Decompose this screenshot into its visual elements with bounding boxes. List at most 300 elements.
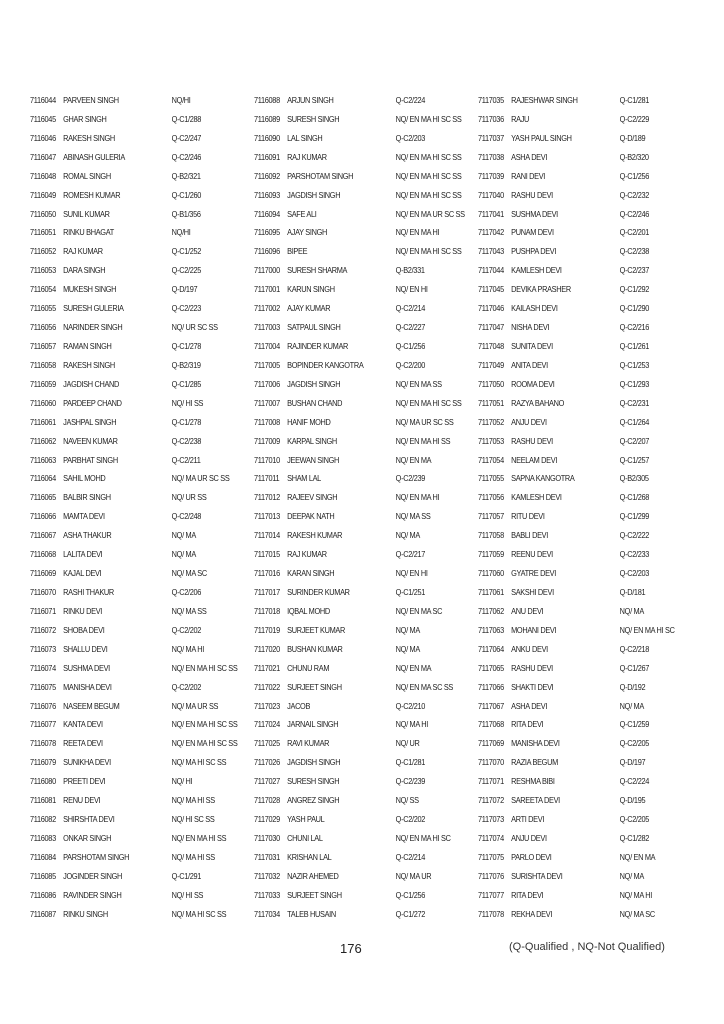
table-row <box>478 736 684 755</box>
roll-number: 7117015 <box>254 550 280 560</box>
result-status: NQ/ EN MA HI SC SS <box>171 663 238 673</box>
roll-number: 7117062 <box>478 606 504 616</box>
table-row <box>478 547 684 566</box>
result-status: NQ/ EN MA HI SC <box>395 833 451 843</box>
result-status: NQ/ EN MA HI <box>395 493 440 503</box>
candidate-name: AJAY KUMAR <box>287 304 331 314</box>
table-row <box>30 415 236 434</box>
table-row <box>254 415 460 434</box>
table-row <box>30 661 236 680</box>
table-row <box>478 320 684 339</box>
result-status: Q-D/192 <box>619 682 646 692</box>
roll-number: 7116060 <box>30 398 56 408</box>
table-row <box>30 642 236 661</box>
roll-number: 7117005 <box>254 360 280 370</box>
candidate-name: ASHA DEVI <box>511 152 548 162</box>
roll-number: 7117067 <box>478 701 504 711</box>
result-status: NQ/ MA HI SS <box>171 852 215 862</box>
result-status: Q-C2/216 <box>619 323 650 333</box>
candidate-name: SURJEET SINGH <box>287 890 342 900</box>
table-row <box>254 774 460 793</box>
roll-number: 7117035 <box>478 96 504 105</box>
roll-number: 7117046 <box>478 304 504 314</box>
result-status: NQ/ EN MA HI SC SS <box>171 720 238 730</box>
table-row <box>30 755 236 774</box>
table-row <box>254 150 460 169</box>
table-row <box>254 320 460 339</box>
table-row <box>254 623 460 642</box>
table-row <box>478 661 684 680</box>
candidate-name: KARAN SINGH <box>287 569 335 579</box>
result-status: Q-C2/205 <box>619 815 650 825</box>
candidate-name: YASH PAUL SINGH <box>511 133 572 143</box>
candidate-name: RASHU DEVI <box>511 190 553 200</box>
table-row <box>254 585 460 604</box>
result-status: Q-C2/231 <box>619 398 650 408</box>
result-status: NQ/ UR <box>395 739 420 749</box>
result-status: NQ/ EN MA HI SC SS <box>395 171 462 181</box>
result-status: Q-D/197 <box>171 285 198 295</box>
candidate-name: ROOMA DEVI <box>511 379 555 389</box>
candidate-name: SURJEET KUMAR <box>287 625 345 635</box>
candidate-name: BIPEE <box>287 247 308 257</box>
roll-number: 7116050 <box>30 209 56 219</box>
table-row <box>30 680 236 699</box>
result-status: Q-B2/321 <box>171 171 201 181</box>
result-status: Q-C1/257 <box>619 455 650 465</box>
candidate-name: SURESH SINGH <box>287 777 340 787</box>
results-column-3 <box>478 93 702 926</box>
roll-number: 7117033 <box>254 890 280 900</box>
roll-number: 7116069 <box>30 569 56 579</box>
roll-number: 7116087 <box>30 909 56 919</box>
table-row <box>254 642 460 661</box>
table-row <box>30 471 236 490</box>
table-row <box>254 434 460 453</box>
result-status: NQ/ MA UR <box>395 871 432 881</box>
roll-number: 7116047 <box>30 152 56 162</box>
table-row <box>254 793 460 812</box>
candidate-name: SAHIL MOHD <box>63 474 106 484</box>
candidate-name: PREETI DEVI <box>63 777 106 787</box>
result-status: Q-C2/202 <box>171 625 202 635</box>
result-status: NQ/ EN MA HI <box>395 228 440 238</box>
result-status: Q-C2/210 <box>395 701 426 711</box>
candidate-name: NEELAM DEVI <box>511 455 558 465</box>
candidate-name: BUSHAN KUMAR <box>287 644 343 654</box>
candidate-name: SHALLU DEVI <box>63 644 108 654</box>
roll-number: 7116095 <box>254 228 280 238</box>
roll-number: 7116074 <box>30 663 56 673</box>
result-status: NQ/ EN MA HI SS <box>395 436 451 446</box>
roll-number: 7116080 <box>30 777 56 787</box>
roll-number: 7117018 <box>254 606 280 616</box>
candidate-name: BUSHAN CHAND <box>287 398 343 408</box>
legend-note: (Q-Qualified , NQ-Not Qualified) <box>509 941 665 953</box>
candidate-name: ANU DEVI <box>511 606 544 616</box>
table-row <box>254 339 460 358</box>
candidate-name: RAMAN SINGH <box>63 341 112 351</box>
result-status: Q-C2/239 <box>395 777 426 787</box>
roll-number: 7117043 <box>478 247 504 257</box>
result-status: NQ/ EN MA HI SC SS <box>395 398 462 408</box>
roll-number: 7117041 <box>478 209 504 219</box>
table-row <box>30 490 236 509</box>
result-status: Q-C1/260 <box>171 190 202 200</box>
roll-number: 7116088 <box>254 96 280 105</box>
roll-number: 7116064 <box>30 474 56 484</box>
candidate-name: SUSHMA DEVI <box>511 209 558 219</box>
roll-number: 7117028 <box>254 796 280 806</box>
result-status: NQ/ EN MA HI SC SS <box>395 247 462 257</box>
candidate-name: RAKESH SINGH <box>63 133 115 143</box>
candidate-name: ANITA DEVI <box>511 360 548 370</box>
roll-number: 7116056 <box>30 323 56 333</box>
table-row <box>478 850 684 869</box>
table-row <box>30 339 236 358</box>
roll-number: 7116093 <box>254 190 280 200</box>
table-row <box>30 736 236 755</box>
candidate-name: PARSHOTAM SINGH <box>287 171 354 181</box>
table-row <box>478 169 684 188</box>
roll-number: 7116053 <box>30 266 56 276</box>
result-status: Q-B2/320 <box>619 152 649 162</box>
candidate-name: SUNITA DEVI <box>511 341 553 351</box>
candidate-name: DARA SINGH <box>63 266 106 276</box>
candidate-name: MAMTA DEVI <box>63 512 105 522</box>
candidate-name: RINKU SINGH <box>63 909 108 919</box>
candidate-name: GHAR SINGH <box>63 114 107 124</box>
result-status: Q-C2/203 <box>395 133 426 143</box>
table-row <box>30 301 236 320</box>
result-status: NQ/ EN MA SC <box>395 606 443 616</box>
result-status: Q-C1/291 <box>171 871 202 881</box>
roll-number: 7117044 <box>478 266 504 276</box>
table-row <box>254 812 460 831</box>
result-status: Q-C2/214 <box>395 304 426 314</box>
table-row <box>254 604 460 623</box>
result-status: Q-C2/247 <box>171 133 202 143</box>
candidate-name: JEEWAN SINGH <box>287 455 340 465</box>
roll-number: 7117051 <box>478 398 504 408</box>
candidate-name: KRISHAN LAL <box>287 852 332 862</box>
roll-number: 7117071 <box>478 777 504 787</box>
result-status: NQ/ MA <box>619 606 644 616</box>
table-row <box>254 888 460 907</box>
roll-number: 7116044 <box>30 96 56 105</box>
roll-number: 7117000 <box>254 266 280 276</box>
result-status: Q-C2/238 <box>171 436 202 446</box>
candidate-name: MANISHA DEVI <box>511 739 560 749</box>
roll-number: 7116058 <box>30 360 56 370</box>
roll-number: 7116079 <box>30 758 56 768</box>
result-status: NQ/ MA <box>171 531 196 541</box>
table-row <box>254 93 460 112</box>
result-status: Q-C1/268 <box>619 493 650 503</box>
result-status: Q-C2/202 <box>395 815 426 825</box>
table-row <box>478 377 684 396</box>
table-row <box>30 396 236 415</box>
table-row <box>254 396 460 415</box>
table-row <box>254 755 460 774</box>
roll-number: 7116045 <box>30 114 56 124</box>
table-row <box>254 528 460 547</box>
result-status: Q-C1/278 <box>171 417 202 427</box>
table-row <box>478 131 684 150</box>
table-row <box>254 471 460 490</box>
roll-number: 7116084 <box>30 852 56 862</box>
candidate-name: RINKU DEVI <box>63 606 103 616</box>
candidate-name: RAJEEV SINGH <box>287 493 338 503</box>
candidate-name: REETA DEVI <box>63 739 103 749</box>
result-status: Q-C2/217 <box>395 550 426 560</box>
table-row <box>254 377 460 396</box>
roll-number: 7117020 <box>254 644 280 654</box>
roll-number: 7117017 <box>254 587 280 597</box>
result-status: Q-C1/252 <box>171 247 202 257</box>
roll-number: 7117049 <box>478 360 504 370</box>
candidate-name: RASHU DEVI <box>511 436 553 446</box>
result-status: Q-C1/292 <box>619 285 650 295</box>
roll-number: 7117054 <box>478 455 504 465</box>
table-row <box>478 207 684 226</box>
roll-number: 7117053 <box>478 436 504 446</box>
roll-number: 7116077 <box>30 720 56 730</box>
result-status: Q-C2/207 <box>619 436 650 446</box>
table-row <box>478 528 684 547</box>
table-row <box>478 358 684 377</box>
candidate-name: ANJU DEVI <box>511 417 547 427</box>
roll-number: 7117023 <box>254 701 280 711</box>
table-row <box>254 169 460 188</box>
table-row <box>254 680 460 699</box>
candidate-name: ANGREZ SINGH <box>287 796 340 806</box>
candidate-name: KAJAL DEVI <box>63 569 102 579</box>
roll-number: 7116070 <box>30 587 56 597</box>
table-row <box>254 717 460 736</box>
table-row <box>30 774 236 793</box>
result-status: NQ/ MA <box>171 550 196 560</box>
result-status: NQ/ SS <box>395 796 419 806</box>
result-status: NQ/ MA HI <box>619 890 652 900</box>
result-status: Q-C2/225 <box>171 266 202 276</box>
roll-number: 7116089 <box>254 114 280 124</box>
roll-number: 7116078 <box>30 739 56 749</box>
roll-number: 7116062 <box>30 436 56 446</box>
roll-number: 7116081 <box>30 796 56 806</box>
result-status: NQ/ MA SC <box>171 569 207 579</box>
result-status: Q-C1/281 <box>619 96 650 105</box>
candidate-name: RAJ KUMAR <box>287 550 327 560</box>
candidate-name: SUSHMA DEVI <box>63 663 110 673</box>
roll-number: 7116066 <box>30 512 56 522</box>
table-row <box>254 207 465 226</box>
roll-number: 7117069 <box>478 739 504 749</box>
table-row <box>254 699 460 718</box>
result-status: Q-D/189 <box>619 133 646 143</box>
candidate-name: ABINASH GULERIA <box>63 152 125 162</box>
roll-number: 7117003 <box>254 323 280 333</box>
candidate-name: KAMLESH DEVI <box>511 493 562 503</box>
result-status: Q-C2/239 <box>395 474 426 484</box>
table-row <box>254 490 460 509</box>
candidate-name: KANTA DEVI <box>63 720 103 730</box>
table-row <box>478 339 684 358</box>
candidate-name: ANJU DEVI <box>511 833 547 843</box>
roll-number: 7116068 <box>30 550 56 560</box>
candidate-name: ARTI DEVI <box>511 815 545 825</box>
result-status: NQ/ EN MA <box>395 455 432 465</box>
table-row <box>30 888 236 907</box>
candidate-name: RAKESH KUMAR <box>287 531 343 541</box>
candidate-name: RAZIA BEGUM <box>511 758 558 768</box>
table-row <box>478 642 684 661</box>
table-row <box>478 907 684 926</box>
roll-number: 7117012 <box>254 493 280 503</box>
roll-number: 7117060 <box>478 569 504 579</box>
result-status: Q-C1/264 <box>619 417 650 427</box>
roll-number: 7117014 <box>254 531 280 541</box>
roll-number: 7116076 <box>30 701 56 711</box>
candidate-name: JARNAIL SINGH <box>287 720 339 730</box>
candidate-name: RAJ KUMAR <box>63 247 103 257</box>
result-status: NQ/HI <box>171 228 191 238</box>
candidate-name: RENU DEVI <box>63 796 101 806</box>
candidate-name: SHIRSHTA DEVI <box>63 815 115 825</box>
table-row <box>478 812 684 831</box>
result-status: Q-C2/218 <box>619 644 650 654</box>
roll-number: 7117016 <box>254 569 280 579</box>
roll-number: 7116075 <box>30 682 56 692</box>
result-status: Q-C2/224 <box>619 777 650 787</box>
table-row <box>478 699 684 718</box>
table-row <box>30 358 236 377</box>
roll-number: 7116059 <box>30 379 56 389</box>
table-row <box>478 150 684 169</box>
roll-number: 7117058 <box>478 531 504 541</box>
result-status: NQ/ EN MA SS <box>395 379 442 389</box>
table-row <box>30 509 236 528</box>
roll-number: 7116052 <box>30 247 56 257</box>
result-status: NQ/ EN MA HI SS <box>171 833 227 843</box>
candidate-name: CHUNI LAL <box>287 833 323 843</box>
table-row <box>478 225 684 244</box>
result-status: NQ/ MA HI SC SS <box>171 758 227 768</box>
result-status: Q-C2/224 <box>395 96 426 105</box>
result-status: Q-D/181 <box>619 587 646 597</box>
result-status: Q-C1/259 <box>619 720 650 730</box>
result-status: Q-C2/246 <box>619 209 650 219</box>
table-row <box>254 112 460 131</box>
candidate-name: RAJU <box>511 114 530 124</box>
result-status: Q-C2/203 <box>619 569 650 579</box>
roll-number: 7117011 <box>254 474 280 484</box>
table-row <box>254 547 460 566</box>
result-status: Q-B1/356 <box>171 209 201 219</box>
result-status: Q-C1/256 <box>395 341 426 351</box>
roll-number: 7117036 <box>478 114 504 124</box>
candidate-name: RASHI THAKUR <box>63 587 114 597</box>
candidate-name: SURISHTA DEVI <box>511 871 563 881</box>
result-status: Q-C2/206 <box>171 587 202 597</box>
table-row <box>254 869 460 888</box>
roll-number: 7116054 <box>30 285 56 295</box>
candidate-name: JAGDISH SINGH <box>287 190 341 200</box>
result-status: Q-C2/214 <box>395 852 426 862</box>
table-row <box>30 831 236 850</box>
roll-number: 7117039 <box>478 171 504 181</box>
result-status: NQ/ MA HI SC SS <box>171 909 227 919</box>
roll-number: 7117009 <box>254 436 280 446</box>
table-row <box>478 396 684 415</box>
table-row <box>30 566 236 585</box>
candidate-name: REKHA DEVI <box>511 909 553 919</box>
table-row <box>478 680 684 699</box>
result-status: NQ/ EN HI <box>395 569 428 579</box>
roll-number: 7117026 <box>254 758 280 768</box>
roll-number: 7117078 <box>478 909 504 919</box>
table-row <box>254 301 460 320</box>
table-row <box>478 93 684 112</box>
table-row <box>478 453 684 472</box>
roll-number: 7116063 <box>30 455 56 465</box>
roll-number: 7116073 <box>30 644 56 654</box>
roll-number: 7116046 <box>30 133 56 143</box>
table-row <box>254 566 460 585</box>
candidate-name: SAFE ALI <box>287 209 317 219</box>
table-row <box>30 604 236 623</box>
roll-number: 7117070 <box>478 758 504 768</box>
roll-number: 7117025 <box>254 739 280 749</box>
roll-number: 7116082 <box>30 815 56 825</box>
candidate-name: ROMAL SINGH <box>63 171 111 181</box>
table-row <box>30 585 236 604</box>
roll-number: 7117008 <box>254 417 280 427</box>
table-row <box>478 774 684 793</box>
result-status: NQ/ HI <box>171 777 193 787</box>
roll-number: 7116085 <box>30 871 56 881</box>
table-row <box>30 869 236 888</box>
roll-number: 7116096 <box>254 247 280 257</box>
candidate-name: NAVEEN KUMAR <box>63 436 118 446</box>
result-status: NQ/ EN MA HI SC SS <box>171 739 238 749</box>
result-status: NQ/ EN MA UR SC SS <box>395 209 465 219</box>
roll-number: 7117057 <box>478 512 504 522</box>
table-row <box>30 207 236 226</box>
candidate-name: NISHA DEVI <box>511 323 550 333</box>
result-status: Q-C2/233 <box>619 550 650 560</box>
table-row <box>30 93 236 112</box>
table-row <box>478 188 684 207</box>
candidate-name: ASHA THAKUR <box>63 531 112 541</box>
table-row <box>254 263 460 282</box>
candidate-name: SAREETA DEVI <box>511 796 560 806</box>
table-row <box>30 812 236 831</box>
table-row <box>254 509 460 528</box>
roll-number: 7117029 <box>254 815 280 825</box>
result-status: Q-B2/319 <box>171 360 201 370</box>
results-column-2 <box>254 93 478 926</box>
table-row <box>30 850 236 869</box>
roll-number: 7117072 <box>478 796 504 806</box>
roll-number: 7117040 <box>478 190 504 200</box>
table-row <box>478 301 684 320</box>
result-status: NQ/ EN MA HI SC SS <box>395 152 462 162</box>
result-status: Q-C1/288 <box>171 114 202 124</box>
candidate-name: PARLO DEVI <box>511 852 552 862</box>
result-status: NQ/ MA <box>395 625 420 635</box>
result-status: NQ/ MA <box>395 644 420 654</box>
